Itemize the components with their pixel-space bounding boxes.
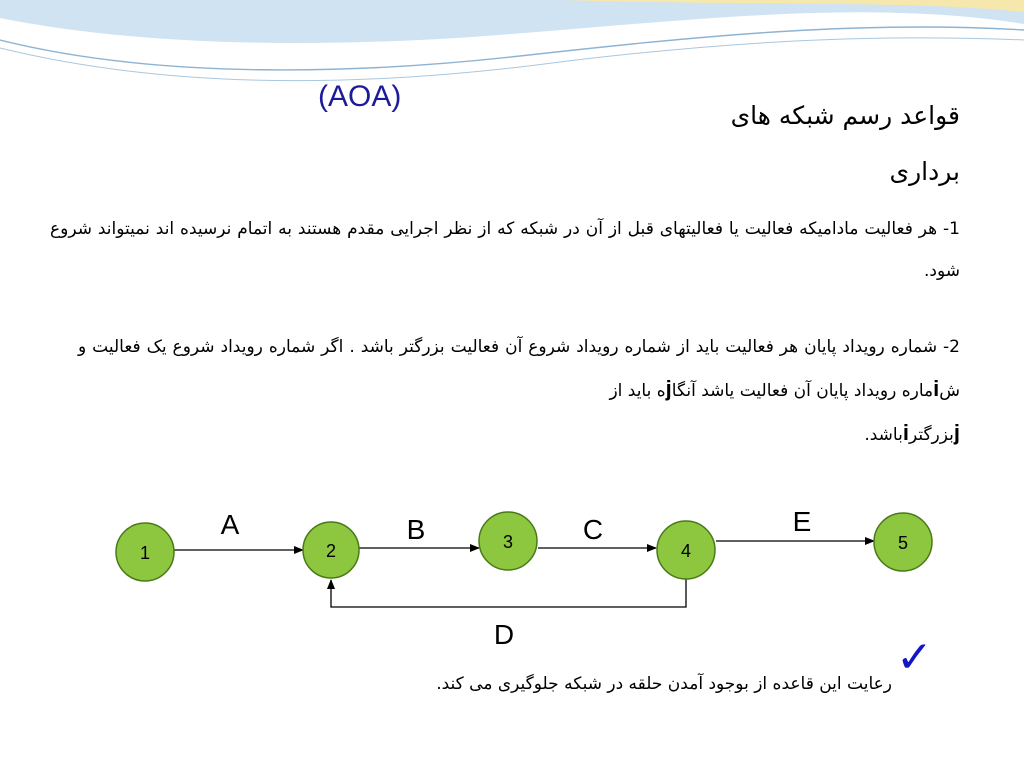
- checkmark-icon: ✓: [896, 632, 933, 683]
- node-5: [874, 513, 932, 571]
- activity-label-b: B: [406, 514, 426, 545]
- activity-label-e: E: [792, 506, 812, 537]
- node-1-label: 1: [139, 543, 151, 563]
- symbol-j: j: [665, 376, 672, 401]
- node-4-label: 4: [680, 541, 692, 561]
- aoa-network-diagram: [0, 470, 1024, 670]
- node-1: [116, 523, 174, 581]
- rule-2-part-5: باشد.: [864, 425, 903, 445]
- symbol-i: i: [902, 420, 909, 445]
- node-3: [479, 512, 537, 570]
- node-3-label: 3: [502, 532, 514, 552]
- activity-label-d: D: [493, 619, 515, 650]
- rule-2-part-1: 2- شماره رویداد پایان هر فعالیت باید از شماره رویداد شروع آن فعالیت بزرگتر باشد . اگر شماره رویداد شروع یک فعالیت و ش: [78, 337, 960, 401]
- rule-2-text: [78, 326, 960, 456]
- rule-2-part-4: بزرگتر: [908, 425, 954, 445]
- node-2: [303, 522, 359, 578]
- symbol-i: i: [933, 376, 940, 401]
- rule-2-part-3: ه باید از: [609, 381, 666, 401]
- rule-note: رعایت این قاعده از بوجود آمدن حلقه در شبکه جلوگیری می کند.: [436, 674, 892, 694]
- activity-label-a: A: [220, 509, 240, 540]
- node-5-label: 5: [897, 533, 909, 553]
- rule-2-part-2: ماره رویداد پایان آن فعالیت یاشد آنگا: [671, 381, 934, 401]
- rule-2-last-line: [188, 412, 960, 456]
- edge-d: [331, 579, 686, 607]
- title-line-1: قواعد رسم شبکه های: [730, 101, 960, 130]
- title-line-2: برداری: [889, 157, 960, 186]
- slide-title: [600, 88, 960, 200]
- node-2-label: 2: [325, 541, 337, 561]
- rule-1-text: 1- هر فعالیت مادامیکه فعالیت یا فعالیتهای قبل از آن در شبکه که از نظر اجرایی مقدم هستند به اتمام نرسیده اند نمیتواند شروع شود.: [50, 219, 960, 281]
- header-decoration: [0, 0, 1024, 100]
- activity-label-c: C: [582, 514, 604, 545]
- node-4: [657, 521, 715, 579]
- method-badge: (AOA): [318, 80, 402, 113]
- symbol-j: j: [953, 420, 960, 445]
